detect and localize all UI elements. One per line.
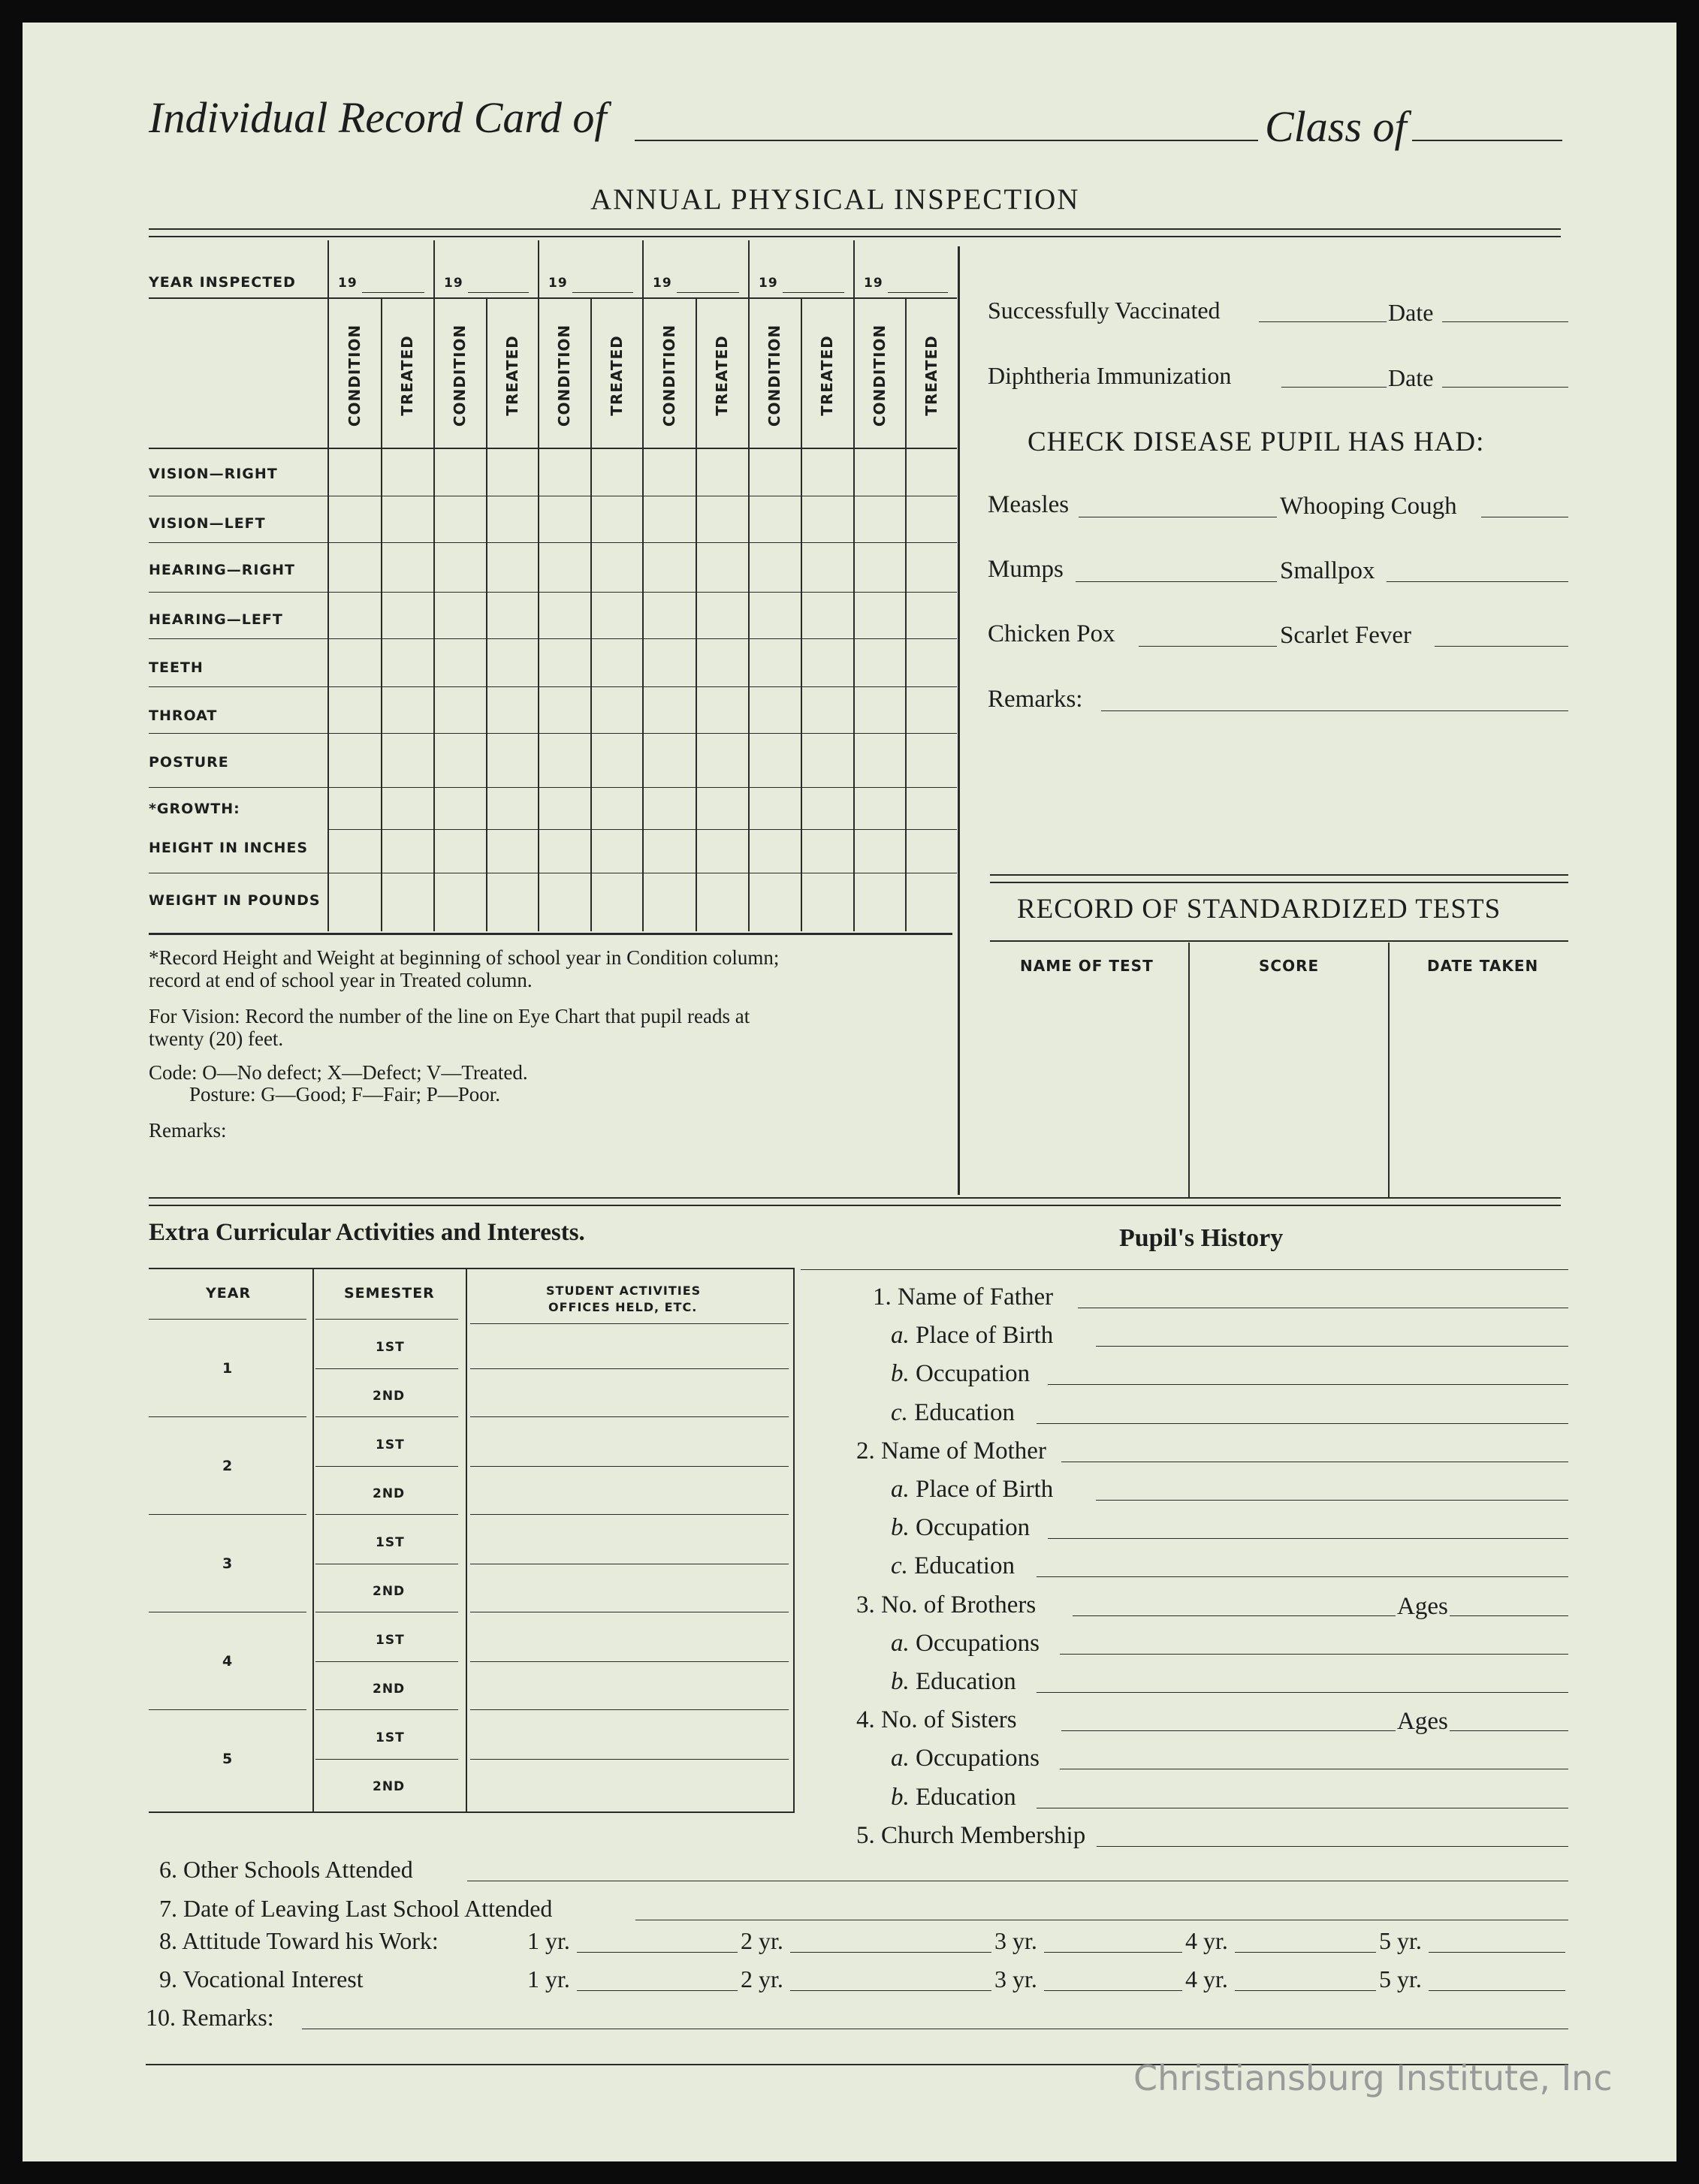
- grid-row-rule: [149, 592, 957, 593]
- row-label: POSTURE: [149, 754, 229, 771]
- activity-year-rule: [149, 1514, 306, 1515]
- rule: [1281, 387, 1387, 388]
- activities-title: Extra Curricular Activities and Interests.: [149, 1219, 585, 1246]
- attitude-label: 8. Attitude Toward his Work:: [159, 1927, 439, 1954]
- year-prefix: 19: [338, 276, 358, 291]
- year-field-line: [577, 1990, 738, 1991]
- row-label: *GROWTH:: [149, 801, 240, 817]
- diphtheria-label: Diphtheria Immunization: [988, 362, 1232, 389]
- activity-sem-2: 2ND: [373, 1779, 406, 1794]
- year-field-line: [577, 1952, 738, 1953]
- history-line: [1097, 1846, 1568, 1847]
- col-condition: CONDITION: [871, 324, 889, 427]
- health-remarks-label: Remarks:: [988, 686, 1083, 713]
- activity-sem-1: 1ST: [376, 1535, 405, 1550]
- other-schools-label: 6. Other Schools Attended: [159, 1856, 413, 1883]
- activity-sem-1: 1ST: [376, 1730, 405, 1745]
- grid-col: [853, 240, 855, 931]
- rule: [1139, 646, 1277, 647]
- class-of-label: Class of: [1265, 102, 1407, 151]
- note-vision-2: twenty (20) feet.: [149, 1027, 284, 1050]
- year-field-line: [1235, 1952, 1376, 1953]
- activity-sem-1: 1ST: [376, 1340, 405, 1355]
- rule: [1435, 646, 1568, 647]
- activities-col-student-2: OFFICES HELD, ETC.: [548, 1300, 698, 1314]
- section-subtitle: ANNUAL PHYSICAL INSPECTION: [590, 183, 1080, 216]
- rule: [990, 874, 1568, 876]
- vaccinated-date-label: Date: [1388, 299, 1434, 326]
- disease-mumps: Mumps: [988, 556, 1064, 583]
- rule: [1388, 943, 1390, 1198]
- activities-col-semester: SEMESTER: [344, 1285, 435, 1302]
- rule: [149, 228, 1561, 230]
- history-item: c. Education: [891, 1552, 1015, 1579]
- history-ages: Ages: [1397, 1593, 1448, 1620]
- note-vision-1: For Vision: Record the number of the line on Eye Chart that pupil reads at: [149, 1005, 750, 1027]
- year-field-label: 1 yr.: [527, 1927, 570, 1954]
- history-line: [1037, 1692, 1568, 1693]
- year-prefix: 19: [759, 276, 778, 291]
- name-line: [635, 140, 1258, 141]
- grid-row-rule: [149, 787, 957, 788]
- activity-sem-1: 1ST: [376, 1633, 405, 1648]
- rule: [312, 1269, 314, 1813]
- rule: [466, 1269, 467, 1813]
- bottom-remarks-label: 10. Remarks:: [146, 2004, 274, 2031]
- year-field-label: 3 yr.: [994, 1927, 1037, 1954]
- history-item: a. Place of Birth: [891, 1322, 1054, 1349]
- year-field-label: 1 yr.: [527, 1965, 570, 1992]
- history-line: [1096, 1346, 1568, 1347]
- grid-rule: [149, 448, 957, 449]
- activity-rule: [470, 1466, 789, 1467]
- row-label: HEIGHT IN INCHES: [149, 840, 309, 856]
- grid-subcol: [696, 299, 697, 931]
- history-line: [1037, 1423, 1568, 1424]
- rule: [1442, 321, 1568, 322]
- rule: [149, 933, 952, 935]
- activity-sem-2: 2ND: [373, 1389, 406, 1404]
- row-label: VISION—RIGHT: [149, 466, 278, 482]
- activity-year: 4: [222, 1653, 234, 1670]
- activity-rule: [315, 1661, 458, 1662]
- year-line: [468, 292, 529, 293]
- grid-subcol: [801, 299, 802, 931]
- activity-rule: [470, 1709, 789, 1710]
- history-item: a. Occupations: [891, 1630, 1040, 1657]
- history-item: 1. Name of Father: [873, 1284, 1054, 1311]
- tests-title: RECORD OF STANDARDIZED TESTS: [1017, 894, 1501, 925]
- year-field-label: 2 yr.: [741, 1965, 783, 1992]
- grid-col: [327, 240, 329, 931]
- rule: [801, 1269, 1568, 1270]
- activity-rule: [149, 1811, 795, 1813]
- disease-chicken-pox: Chicken Pox: [988, 620, 1115, 647]
- activity-rule: [470, 1368, 789, 1369]
- class-line: [1412, 140, 1562, 141]
- rule: [1442, 387, 1568, 388]
- tests-col-score: SCORE: [1259, 957, 1320, 975]
- history-item: b. Occupation: [891, 1514, 1031, 1541]
- year-prefix: 19: [653, 276, 672, 291]
- history-line: [1061, 1730, 1568, 1731]
- disease-measles: Measles: [988, 491, 1070, 518]
- rule: [149, 1205, 1561, 1206]
- history-line: [1073, 1615, 1568, 1616]
- history-item: a. Place of Birth: [891, 1476, 1054, 1503]
- year-field-line: [1429, 1952, 1565, 1953]
- activity-year: 1: [222, 1360, 234, 1377]
- year-line: [783, 292, 844, 293]
- rule: [793, 1269, 795, 1813]
- col-treated: TREATED: [922, 335, 940, 416]
- year-line: [677, 292, 739, 293]
- rule: [1076, 581, 1277, 582]
- history-item: 2. Name of Mother: [856, 1437, 1046, 1465]
- year-prefix: 19: [864, 276, 883, 291]
- rule: [149, 1197, 1561, 1199]
- grid-row-rule: [149, 733, 957, 734]
- check-disease-title: CHECK DISEASE PUPIL HAS HAD:: [1028, 427, 1485, 457]
- history-ages: Ages: [1397, 1708, 1448, 1735]
- grid-subcol: [486, 299, 487, 931]
- activity-sem-2: 2ND: [373, 1486, 406, 1501]
- col-condition: CONDITION: [346, 324, 364, 427]
- inspection-remarks-label: Remarks:: [149, 1119, 227, 1142]
- history-item: 4. No. of Sisters: [856, 1706, 1017, 1733]
- rule: [990, 940, 1568, 942]
- disease-whooping-cough: Whooping Cough: [1280, 493, 1457, 520]
- year-field-line: [1044, 1990, 1182, 1991]
- year-field-line: [1235, 1990, 1376, 1991]
- history-line: [1060, 1654, 1568, 1655]
- row-label: WEIGHT IN POUNDS: [149, 892, 321, 909]
- col-treated: TREATED: [608, 335, 626, 416]
- activity-rule: [470, 1759, 789, 1760]
- rule: [149, 236, 1561, 237]
- history-title: Pupil's History: [1119, 1224, 1284, 1252]
- year-inspected-label: YEAR INSPECTED: [149, 274, 296, 291]
- col-condition: CONDITION: [555, 324, 573, 427]
- year-field-label: 4 yr.: [1185, 1927, 1228, 1954]
- activity-rule: [470, 1323, 789, 1324]
- activity-rule: [470, 1514, 789, 1515]
- row-label: THROAT: [149, 707, 218, 724]
- card-title: Individual Record Card of: [149, 93, 607, 142]
- col-treated: TREATED: [713, 335, 731, 416]
- year-line: [572, 292, 633, 293]
- activity-rule: [315, 1368, 458, 1369]
- row-label: HEARING—RIGHT: [149, 562, 295, 578]
- activity-rule: [149, 1319, 306, 1320]
- year-field-line: [790, 1952, 991, 1953]
- history-line: [1048, 1538, 1568, 1539]
- year-prefix: 19: [548, 276, 568, 291]
- row-label: HEARING—LEFT: [149, 611, 283, 628]
- activity-sem-2: 2ND: [373, 1682, 406, 1697]
- disease-scarlet-fever: Scarlet Fever: [1280, 622, 1412, 649]
- grid-row-rule: [149, 542, 957, 543]
- watermark: Christiansburg Institute, Inc: [1133, 2058, 1613, 2098]
- grid-subcol: [905, 299, 907, 931]
- rule: [1188, 943, 1190, 1198]
- grid-row-rule: [327, 829, 957, 830]
- year-line: [362, 292, 424, 293]
- col-condition: CONDITION: [660, 324, 678, 427]
- year-field-line: [790, 1990, 991, 1991]
- tests-col-date: DATE TAKEN: [1427, 957, 1539, 975]
- activity-rule: [315, 1416, 458, 1417]
- activity-year-rule: [149, 1709, 306, 1710]
- rule: [1259, 321, 1387, 322]
- history-item: 3. No. of Brothers: [856, 1591, 1037, 1618]
- year-field-label: 3 yr.: [994, 1965, 1037, 1992]
- year-line: [888, 292, 948, 293]
- history-line: [1096, 1500, 1568, 1501]
- disease-smallpox: Smallpox: [1280, 557, 1375, 584]
- note-height-2: record at end of school year in Treated column.: [149, 969, 533, 991]
- activity-sem-1: 1ST: [376, 1437, 405, 1452]
- col-condition: CONDITION: [451, 324, 469, 427]
- note-height-1: *Record Height and Weight at beginning of school year in Condition column;: [149, 946, 780, 969]
- grid-col: [538, 240, 539, 931]
- rule: [958, 246, 960, 1195]
- rule: [990, 882, 1568, 883]
- vocational-label: 9. Vocational Interest: [159, 1965, 364, 1992]
- note-code-2: Posture: G—Good; F—Fair; P—Poor.: [189, 1083, 501, 1106]
- grid-col: [433, 240, 435, 931]
- row-label: TEETH: [149, 659, 204, 676]
- grid-subcol: [381, 299, 382, 931]
- grid-col: [642, 240, 644, 931]
- history-item: b. Education: [891, 1668, 1016, 1695]
- date-leaving-label: 7. Date of Leaving Last School Attended: [159, 1895, 553, 1922]
- grid-row-rule: [149, 638, 957, 639]
- col-treated: TREATED: [398, 335, 416, 416]
- grid-subcol: [590, 299, 592, 931]
- row-label: VISION—LEFT: [149, 515, 266, 532]
- activity-rule: [315, 1759, 458, 1760]
- activity-rule: [315, 1514, 458, 1515]
- activity-rule: [315, 1709, 458, 1710]
- history-item: b. Occupation: [891, 1360, 1031, 1387]
- vaccinated-label: Successfully Vaccinated: [988, 297, 1221, 324]
- year-field-label: 5 yr.: [1379, 1927, 1422, 1954]
- history-line: [1037, 1576, 1568, 1577]
- grid-rule: [149, 297, 957, 299]
- history-item: b. Education: [891, 1784, 1016, 1811]
- note-code-1: Code: O—No defect; X—Defect; V—Treated.: [149, 1061, 528, 1084]
- history-item: a. Occupations: [891, 1745, 1040, 1772]
- activity-sem-2: 2ND: [373, 1584, 406, 1599]
- activity-rule: [470, 1416, 789, 1417]
- rule: [1387, 581, 1568, 582]
- activities-col-year: YEAR: [206, 1285, 252, 1302]
- grid-row-rule: [149, 686, 957, 687]
- diphtheria-date-label: Date: [1388, 364, 1434, 391]
- activities-col-student-1: STUDENT ACTIVITIES: [546, 1284, 702, 1298]
- col-treated: TREATED: [503, 335, 521, 416]
- activity-year: 5: [222, 1751, 234, 1767]
- history-line: [1048, 1384, 1568, 1385]
- year-field-line: [1429, 1990, 1565, 1991]
- rule: [1101, 710, 1568, 711]
- year-prefix: 19: [444, 276, 463, 291]
- year-field-label: 2 yr.: [741, 1927, 783, 1954]
- year-field-line: [1044, 1952, 1182, 1953]
- col-condition: CONDITION: [765, 324, 783, 427]
- activity-year-rule: [149, 1416, 306, 1417]
- year-field-label: 4 yr.: [1185, 1965, 1228, 1992]
- activity-rule: [470, 1661, 789, 1662]
- activity-year: 2: [222, 1458, 234, 1474]
- activity-rule: [315, 1319, 458, 1320]
- tests-col-name: NAME OF TEST: [1020, 957, 1154, 975]
- history-item: 5. Church Membership: [856, 1822, 1086, 1849]
- activity-year: 3: [222, 1555, 234, 1572]
- rule: [149, 1268, 795, 1269]
- history-item: c. Education: [891, 1399, 1015, 1426]
- activity-rule: [315, 1466, 458, 1467]
- year-field-label: 5 yr.: [1379, 1965, 1422, 1992]
- col-treated: TREATED: [818, 335, 836, 416]
- grid-col: [748, 240, 750, 931]
